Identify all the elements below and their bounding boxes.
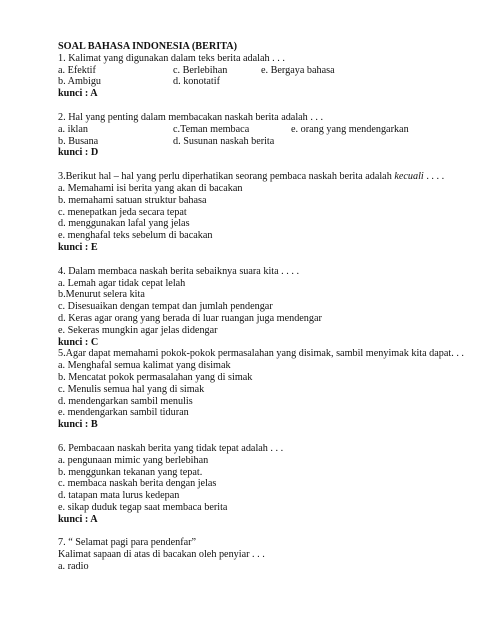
question-2-options-row-2 xyxy=(58,136,465,148)
option-b: b. Mencatat pokok permasalahan yang di simak xyxy=(58,371,253,383)
spacer xyxy=(58,159,465,171)
question-5 xyxy=(58,348,465,431)
option-c: c. menepatkan jeda secara tepat xyxy=(58,206,187,218)
option-c: c. membaca naskah berita dengan jelas xyxy=(58,478,217,490)
question-2-options-row-1 xyxy=(58,124,465,136)
question-7-text-2: Kalimat sapaan di atas di bacakan oleh penyiar . . . xyxy=(58,549,265,561)
question-3 xyxy=(58,171,465,254)
question-2-text: 2. Hal yang penting dalam membacakan naskah berita adalah . . . xyxy=(58,111,324,123)
option-b: b.Menurut selera kita xyxy=(58,289,145,301)
question-3-text xyxy=(58,171,465,183)
spacer xyxy=(58,525,465,537)
option-d: d. tatapan mata lurus kedepan xyxy=(58,490,180,502)
answer-key-1: kunci : A xyxy=(58,88,98,100)
option-a: a. iklan xyxy=(58,123,88,135)
question-7 xyxy=(58,537,465,572)
spacer xyxy=(58,254,465,266)
question-6-text: 6. Pembacaan naskah berita yang tidak tepat adalah . . . xyxy=(58,442,284,454)
option-d: d. konotatif xyxy=(173,76,220,88)
option-c: c. Berlebihan xyxy=(173,64,228,76)
answer-key-2: kunci : D xyxy=(58,147,99,159)
question-3-italic: kecuali xyxy=(394,171,424,183)
option-c: c. Disesuaikan dengan tempat dan jumlah pendengar xyxy=(58,301,273,313)
question-1-options-row-2 xyxy=(58,76,465,88)
option-b: b. Busana xyxy=(58,135,99,147)
question-5-text: 5.Agar dapat memahami pokok-pokok permasalahan yang disimak, sambil menyimak kita dapat. . . xyxy=(58,348,464,360)
question-1-options-row-1 xyxy=(58,65,465,77)
option-b: b. memahami satuan struktur bahasa xyxy=(58,194,207,206)
option-e: e. Sekeras mungkin agar jelas didengar xyxy=(58,324,218,336)
option-a: a. Efektif xyxy=(58,64,96,76)
question-1-text: 1. Kalimat yang digunakan dalam teks berita adalah . . . xyxy=(58,52,285,64)
option-e: e. orang yang mendengarkan xyxy=(291,123,409,135)
question-6 xyxy=(58,443,465,526)
option-d: d. menggunakan lafal yang jelas xyxy=(58,218,190,230)
answer-key-4: kunci : C xyxy=(58,336,99,348)
question-3-end: . . . . xyxy=(423,171,445,183)
question-4 xyxy=(58,266,465,349)
option-b: b. Ambigu xyxy=(58,76,102,88)
option-e: e. menghafal teks sebelum di bacakan xyxy=(58,230,213,242)
option-a: a. Menghafal semua kalimat yang disimak xyxy=(58,360,231,372)
option-d: d. Susunan naskah berita xyxy=(173,135,275,147)
option-a: a. Lemah agar tidak cepat lelah xyxy=(58,277,186,289)
question-4-text: 4. Dalam membaca naskah berita sebaiknya suara kita . . . . xyxy=(58,265,300,277)
answer-key-5: kunci : B xyxy=(58,419,98,431)
option-a: a. radio xyxy=(58,561,89,573)
option-a: a. Memahami isi berita yang akan di bacakan xyxy=(58,182,243,194)
option-c: c.Teman membaca xyxy=(173,123,250,135)
question-1 xyxy=(58,53,465,100)
spacer xyxy=(58,431,465,443)
option-d: d. Keras agar orang yang berada di luar ruangan juga mendengar xyxy=(58,312,322,324)
option-c: c. Menulis semua hal yang di simak xyxy=(58,383,205,395)
answer-key-6: kunci : A xyxy=(58,513,98,525)
option-a: a. pengunaan mimic yang berlebihan xyxy=(58,454,209,466)
answer-key-3: kunci : E xyxy=(58,241,98,253)
option-e: e. Bergaya bahasa xyxy=(261,64,335,76)
option-e: e. mendengarkan sambil tiduran xyxy=(58,407,189,419)
question-3-main: 3.Berikut hal – hal yang perlu diperhatikan seorang pembaca naskah berita adalah xyxy=(58,171,395,183)
question-2 xyxy=(58,112,465,159)
option-b: b. menggunkan tekanan yang tepat. xyxy=(58,466,203,478)
option-e: e. sikap duduk tegap saat membaca berita xyxy=(58,501,228,513)
option-d: d. mendengarkan sambil menulis xyxy=(58,395,193,407)
spacer xyxy=(58,100,465,112)
document-title: SOAL BAHASA INDONESIA (BERITA) xyxy=(58,41,237,52)
question-7-text: 7. “ Selamat pagi para pendenfar” xyxy=(58,537,197,549)
